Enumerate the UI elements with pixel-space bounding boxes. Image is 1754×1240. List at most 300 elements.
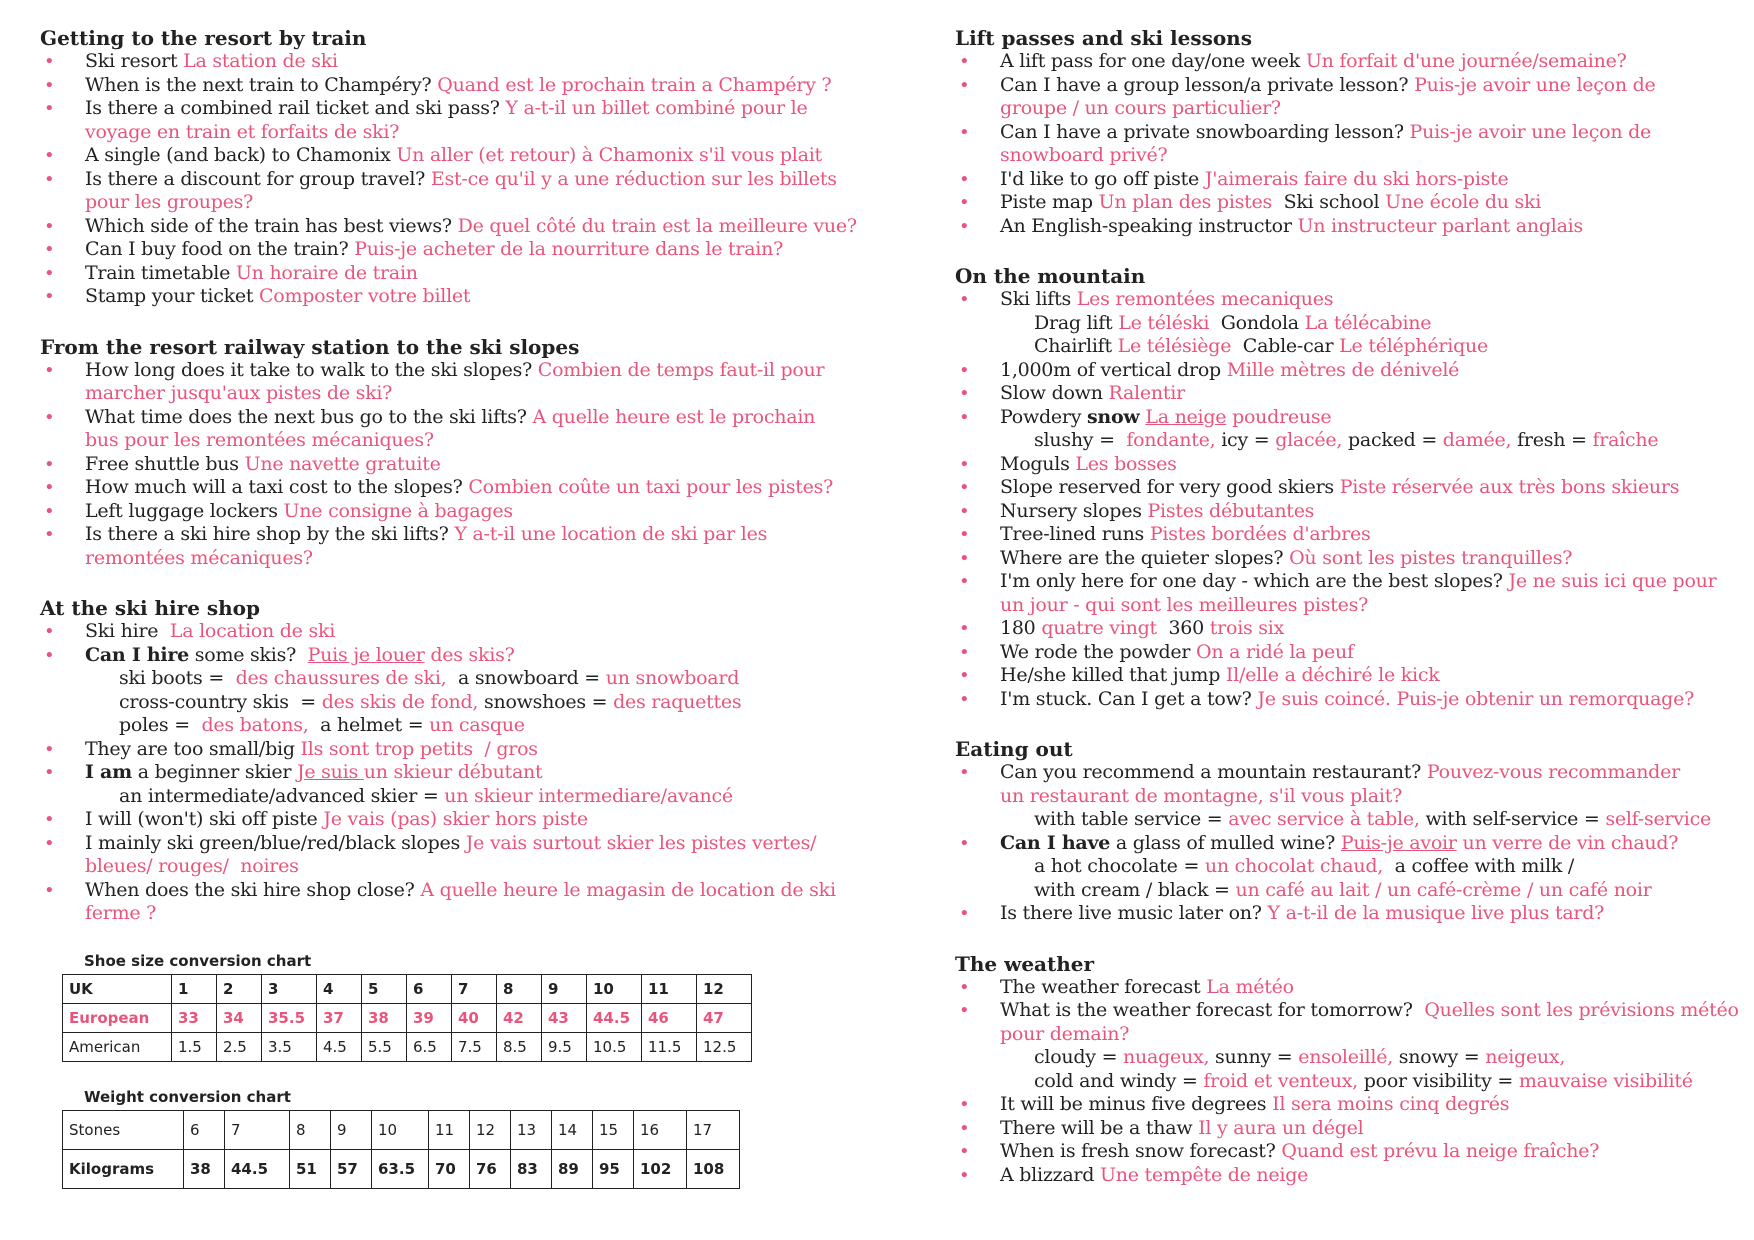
phrase-item <box>955 121 1745 145</box>
english-phrase: snow <box>1086 405 1140 428</box>
phrase-item <box>955 761 1745 785</box>
french-translation: un café au lait / un café-crème / un café noir <box>1235 878 1652 901</box>
french-translation: Y a-t-il un billet combiné pour le <box>505 97 808 119</box>
table-cell: 95 <box>593 1149 634 1188</box>
french-translation: Je suis coincé. Puis-je obtenir un remorquage? <box>1257 687 1695 710</box>
table-row <box>63 1149 740 1188</box>
section <box>40 335 880 571</box>
table-cell: 5.5 <box>362 1032 407 1061</box>
french-translation: un jour - qui sont les meilleures pistes? <box>1000 593 1369 616</box>
phrase-item <box>40 644 880 668</box>
french-translation: Le téléski <box>1118 311 1210 334</box>
english-phrase: Slope reserved for very good skiers <box>1000 476 1340 498</box>
table-cell: 10 <box>372 1110 429 1149</box>
english-phrase: a snowboard = <box>446 667 606 689</box>
french-translation: Les remontées mecaniques <box>1076 288 1334 310</box>
french-translation: des raquettes <box>613 690 742 713</box>
english-phrase: Is there live music later on? <box>1000 902 1268 924</box>
table-cell: 70 <box>429 1149 470 1188</box>
table-cell: 33 <box>172 1003 217 1032</box>
english-phrase: What is the weather forecast for tomorrow? <box>1000 999 1425 1021</box>
phrase-list <box>955 288 1745 711</box>
phrase-item <box>955 617 1745 641</box>
french-translation: un chocolat chaud, <box>1204 855 1384 877</box>
phrase-item <box>40 238 880 262</box>
english-phrase: Chairlift <box>1034 335 1118 357</box>
phrase-item <box>40 738 880 762</box>
english-phrase: 1,000m of vertical drop <box>1000 358 1227 381</box>
table-cell: 38 <box>362 1003 407 1032</box>
english-phrase: poles = <box>119 714 202 736</box>
table-cell: 11.5 <box>642 1032 697 1061</box>
english-phrase: An English-speaking instructor <box>1000 214 1298 237</box>
phrase-item <box>40 359 880 383</box>
table-cell: 17 <box>687 1110 740 1149</box>
table-cell: 7.5 <box>452 1032 497 1061</box>
french-translation: Une consigne à bagages <box>283 499 513 522</box>
french-translation: groupe / un cours particulier? <box>1000 97 1281 119</box>
french-translation: bleues/ rouges/ noires <box>85 855 299 877</box>
row-label: UK <box>63 974 172 1003</box>
french-translation: poudreuse <box>1226 405 1332 428</box>
table-cell: 13 <box>511 1110 552 1149</box>
table-cell: 11 <box>429 1110 470 1149</box>
french-translation: Le téléphérique <box>1339 335 1488 357</box>
english-phrase: a helmet = <box>308 714 430 736</box>
table-cell: 7 <box>452 974 497 1003</box>
phrase-continuation <box>40 785 880 809</box>
table-cell: 63.5 <box>372 1149 429 1188</box>
row-label: Stones <box>63 1110 184 1149</box>
english-phrase: Left luggage lockers <box>85 499 284 522</box>
weight-table <box>62 1110 740 1189</box>
french-translation: La location de ski <box>169 620 336 642</box>
table-cell: 6 <box>407 974 452 1003</box>
table-cell: 83 <box>511 1149 552 1188</box>
french-translation: Où sont les pistes tranquilles? <box>1289 546 1573 569</box>
phrase-item <box>955 1140 1745 1164</box>
table-cell: 47 <box>697 1003 752 1032</box>
french-translation: trois six <box>1209 617 1285 639</box>
english-phrase: a coffee with milk / <box>1383 855 1575 877</box>
french-translation: Je ne suis ici que pour <box>1508 570 1717 592</box>
phrase-item <box>955 215 1745 239</box>
phrase-item <box>955 74 1745 98</box>
french-translation: Pouvez-vous recommander <box>1426 761 1680 783</box>
french-translation: un casque <box>429 714 525 736</box>
french-translation: Puis-je avoir <box>1340 831 1457 854</box>
french-translation: Il/elle a déchiré le kick <box>1225 664 1440 686</box>
phrase-item <box>955 832 1745 856</box>
english-phrase: Moguls <box>1000 452 1076 475</box>
french-translation: Piste réservée aux très bons skieurs <box>1339 476 1680 498</box>
phrase-list <box>955 50 1745 238</box>
english-phrase: Stamp your ticket <box>85 285 260 307</box>
section-title: The weather <box>955 951 1095 976</box>
french-translation: un verre de vin chaud? <box>1456 831 1679 854</box>
english-phrase: When is the next train to Champéry? <box>85 73 438 96</box>
phrase-continuation <box>40 714 880 738</box>
section-title: Lift passes and ski lessons <box>955 26 1252 50</box>
french-translation: un skieur intermediare/avancé <box>444 784 733 807</box>
french-translation: des chaussures de ski, <box>235 667 447 689</box>
phrase-item <box>955 359 1745 383</box>
table-cell: 57 <box>331 1149 372 1188</box>
english-phrase: Can I hire <box>85 643 189 666</box>
english-phrase: a beginner skier <box>131 761 298 783</box>
table-cell: 15 <box>593 1110 634 1149</box>
section <box>955 264 1745 711</box>
phrase-item <box>40 144 880 168</box>
french-translation: Les bosses <box>1075 452 1177 475</box>
phrase-item <box>955 168 1745 192</box>
table-cell: 38 <box>184 1149 225 1188</box>
french-translation: La station de ski <box>183 50 338 72</box>
phrase-list <box>40 620 880 926</box>
english-phrase: Tree-lined runs <box>1000 523 1150 545</box>
phrase-item <box>40 285 880 309</box>
french-translation: A quelle heure le magasin de location de ski ferme ? <box>85 878 842 924</box>
phrase-continuation <box>40 547 880 571</box>
french-translation: Un forfait d'une journée/semaine? <box>1305 50 1627 72</box>
english-phrase: Powdery <box>1000 405 1087 428</box>
phrase-continuation <box>40 429 880 453</box>
table-cell: 6 <box>184 1110 225 1149</box>
english-phrase: snowy = <box>1393 1046 1486 1068</box>
table-cell: 12.5 <box>697 1032 752 1061</box>
french-translation: La télécabine <box>1304 311 1432 334</box>
french-translation: Puis-je avoir une leçon de <box>1414 73 1656 96</box>
phrase-item <box>955 641 1745 665</box>
phrase-item <box>40 523 880 547</box>
english-phrase: Free shuttle bus <box>85 452 245 475</box>
french-translation: Un aller (et retour) à Chamonix s'il vous plait <box>396 144 822 166</box>
phrase-continuation <box>40 667 880 691</box>
row-label: American <box>63 1032 172 1061</box>
table-cell: 10.5 <box>587 1032 642 1061</box>
table-cell: 46 <box>642 1003 697 1032</box>
french-translation: Le télésiège <box>1117 335 1232 357</box>
english-phrase: 180 <box>1000 617 1042 639</box>
english-phrase: There will be a thaw <box>1000 1116 1199 1139</box>
english-phrase: Is there a ski hire shop by the ski lifts? <box>85 523 455 545</box>
french-translation: marcher jusqu'aux pistes de ski? <box>85 382 393 404</box>
table-cell: 102 <box>634 1149 687 1188</box>
french-translation: mauvaise visibilité <box>1518 1069 1693 1092</box>
english-phrase: I'd like to go off piste <box>1000 167 1205 190</box>
table-cell: 14 <box>552 1110 593 1149</box>
phrase-item <box>955 570 1745 594</box>
phrase-item <box>40 476 880 500</box>
french-translation: neigeux, <box>1485 1046 1566 1068</box>
phrase-item <box>955 191 1745 215</box>
phrase-list <box>955 761 1745 926</box>
english-phrase: slushy = <box>1034 429 1127 451</box>
table-cell: 51 <box>290 1149 331 1188</box>
french-translation: bus pour les remontées mécaniques? <box>85 429 434 451</box>
french-translation: Mille mètres de dénivelé <box>1226 358 1460 381</box>
shoe-chart-title: Shoe size conversion chart <box>84 951 312 970</box>
phrase-item <box>40 74 880 98</box>
french-translation: J'aimerais faire du ski hors-piste <box>1204 167 1509 190</box>
english-phrase: sunny = <box>1209 1046 1299 1068</box>
table-cell: 8.5 <box>497 1032 542 1061</box>
french-translation: De quel côté du train est la meilleure vue? <box>457 214 857 237</box>
french-translation: des batons, <box>201 714 309 736</box>
table-cell: 76 <box>470 1149 511 1188</box>
english-phrase: packed = <box>1342 429 1443 451</box>
phrase-item <box>955 406 1745 430</box>
table-cell: 12 <box>697 974 752 1003</box>
section-title: From the resort railway station to the ski slopes <box>40 334 580 359</box>
english-phrase: Where are the quieter slopes? <box>1000 546 1290 569</box>
table-cell: 16 <box>634 1110 687 1149</box>
phrase-item <box>955 976 1745 1000</box>
phrase-continuation <box>955 855 1745 879</box>
table-cell: 40 <box>452 1003 497 1032</box>
french-translation: pour demain? <box>1000 1022 1130 1045</box>
phrase-item <box>955 1117 1745 1141</box>
phrase-item <box>955 1164 1745 1188</box>
english-phrase: I am <box>85 761 132 783</box>
english-phrase: with self-service = <box>1419 808 1606 830</box>
french-translation: Est-ce qu'il y a une réduction sur les billets <box>430 167 837 190</box>
phrase-continuation <box>955 808 1745 832</box>
table-cell: 108 <box>687 1149 740 1188</box>
phrase-list <box>40 359 880 571</box>
phrase-item <box>40 808 880 832</box>
english-phrase: some skis? <box>189 643 308 666</box>
english-phrase: Is there a discount for group travel? <box>85 167 431 190</box>
table-cell: 2.5 <box>217 1032 262 1061</box>
weight-chart <box>40 1088 880 1189</box>
phrase-continuation <box>955 1023 1745 1047</box>
english-phrase: Can you recommend a mountain restaurant? <box>1000 761 1427 783</box>
phrase-continuation <box>955 785 1745 809</box>
section <box>955 737 1745 926</box>
weight-chart-title: Weight conversion chart <box>84 1087 291 1106</box>
english-phrase: I mainly ski green/blue/red/black slopes <box>85 831 466 854</box>
english-phrase: Gondola <box>1209 311 1305 334</box>
phrase-continuation <box>955 1046 1745 1070</box>
french-translation: A quelle heure est le prochain <box>532 405 816 428</box>
table-cell: 11 <box>642 974 697 1003</box>
table-cell: 3.5 <box>262 1032 317 1061</box>
phrase-item <box>40 262 880 286</box>
phrase-continuation <box>955 594 1745 618</box>
table-cell: 9.5 <box>542 1032 587 1061</box>
english-phrase: with table service = <box>1034 808 1229 830</box>
row-label: European <box>63 1003 172 1032</box>
french-translation: damée, <box>1442 429 1512 451</box>
right-sections <box>955 26 1745 1187</box>
phrase-item <box>955 476 1745 500</box>
phrase-item <box>955 500 1745 524</box>
phrase-item <box>955 902 1745 926</box>
french-translation: Je vais (pas) skier hors piste <box>323 808 588 830</box>
table-cell: 6.5 <box>407 1032 452 1061</box>
french-translation: On a ridé la peuf <box>1196 640 1354 663</box>
french-translation: Je suis <box>297 761 364 783</box>
phrase-item <box>40 879 880 926</box>
english-phrase: Can I have <box>1000 831 1111 854</box>
phrase-continuation <box>40 191 880 215</box>
english-phrase: a glass of mulled wine? <box>1110 831 1341 854</box>
french-translation: froid et venteux, <box>1203 1069 1358 1092</box>
section <box>40 596 880 926</box>
french-translation: Une tempête de neige <box>1099 1163 1309 1186</box>
french-translation: Je vais surtout skier les pistes vertes/ <box>465 831 817 854</box>
english-phrase: Which side of the train has best views? <box>85 214 458 237</box>
french-translation: fraîche <box>1592 429 1659 451</box>
english-phrase: Can I have a private snowboarding lesson? <box>1000 120 1410 143</box>
english-phrase: We rode the powder <box>1000 640 1197 663</box>
french-translation: quatre vingt <box>1041 617 1157 639</box>
phrase-item <box>40 215 880 239</box>
french-translation: Pistes débutantes <box>1147 499 1315 522</box>
table-cell: 44.5 <box>587 1003 642 1032</box>
table-cell: 37 <box>317 1003 362 1032</box>
french-translation: Il sera moins cinq degrés <box>1272 1093 1510 1115</box>
phrase-item <box>40 97 880 121</box>
english-phrase: They are too small/big <box>85 737 301 760</box>
english-phrase: Is there a combined rail ticket and ski pass? <box>85 97 506 119</box>
english-phrase: A lift pass for one day/one week <box>1000 50 1306 72</box>
table-cell: 39 <box>407 1003 452 1032</box>
table-cell: 10 <box>587 974 642 1003</box>
french-translation: Il y aura un dégel <box>1198 1116 1364 1139</box>
english-phrase: 360 <box>1156 617 1210 639</box>
french-translation: self-service <box>1605 808 1711 830</box>
table-cell: 8 <box>497 974 542 1003</box>
french-translation: Quand est le prochain train a Champéry ? <box>437 73 832 96</box>
english-phrase: A single (and back) to Chamonix <box>85 144 397 166</box>
french-translation: La neige <box>1145 405 1227 428</box>
phrase-item <box>955 382 1745 406</box>
table-cell: 2 <box>217 974 262 1003</box>
phrase-item <box>955 664 1745 688</box>
french-translation: La météo <box>1206 975 1294 998</box>
french-translation: Un horaire de train <box>235 261 418 284</box>
right-column <box>955 26 1745 1213</box>
french-translation: Ils sont trop petits / gros <box>300 737 538 760</box>
table-cell: 34 <box>217 1003 262 1032</box>
french-translation: Une navette gratuite <box>244 452 441 475</box>
french-translation: glacée, <box>1275 429 1343 451</box>
english-phrase: Train timetable <box>85 261 236 284</box>
english-phrase: Piste map <box>1000 191 1099 213</box>
french-translation: nuageux, <box>1123 1046 1210 1068</box>
shoe-size-table <box>62 974 752 1062</box>
english-phrase: cross-country skis = <box>119 690 322 713</box>
phrase-continuation <box>955 144 1745 168</box>
phrase-continuation <box>955 97 1745 121</box>
phrase-item <box>40 453 880 477</box>
french-translation: Quand est prévu la neige fraîche? <box>1281 1140 1600 1162</box>
phrase-item <box>40 168 880 192</box>
french-translation: des skis? <box>424 643 515 666</box>
table-cell: 1 <box>172 974 217 1003</box>
phrase-continuation <box>955 312 1745 336</box>
french-translation: snowboard privé? <box>1000 144 1168 166</box>
phrase-continuation <box>955 335 1745 359</box>
phrase-list <box>955 976 1745 1188</box>
french-translation: Un instructeur parlant anglais <box>1297 214 1583 237</box>
phrase-item <box>955 1093 1745 1117</box>
phrase-item <box>40 50 880 74</box>
french-translation: Composter votre billet <box>259 285 471 307</box>
french-translation: pour les groupes? <box>85 191 254 213</box>
french-translation: Y a-t-il de la musique live plus tard? <box>1267 902 1605 924</box>
english-phrase: Cable-car <box>1231 335 1340 357</box>
phrase-item <box>40 500 880 524</box>
section-title: Eating out <box>955 737 1073 761</box>
shoe-size-chart <box>40 952 880 1062</box>
phrase-item <box>955 523 1745 547</box>
phrase-item <box>955 688 1745 712</box>
phrase-item <box>40 761 880 785</box>
english-phrase: What time does the next bus go to the ski lifts? <box>85 405 533 428</box>
section <box>955 952 1745 1188</box>
phrase-continuation <box>955 1070 1745 1094</box>
table-row <box>63 1032 752 1061</box>
table-cell: 12 <box>470 1110 511 1149</box>
phrase-continuation <box>40 691 880 715</box>
english-phrase: When is fresh snow forecast? <box>1000 1140 1282 1162</box>
phrase-item <box>955 288 1745 312</box>
english-phrase: Nursery slopes <box>1000 499 1148 522</box>
french-translation: Quelles sont les prévisions météo <box>1424 999 1739 1021</box>
table-cell: 35.5 <box>262 1003 317 1032</box>
french-translation: un restaurant de montagne, s'il vous plait? <box>1000 784 1403 807</box>
english-phrase: How much will a taxi cost to the slopes? <box>85 476 469 498</box>
phrase-continuation <box>40 855 880 879</box>
table-row <box>63 1003 752 1032</box>
left-column <box>40 26 880 1215</box>
phrase-continuation <box>955 429 1745 453</box>
phrase-continuation <box>40 121 880 145</box>
english-phrase: Slow down <box>1000 382 1109 404</box>
french-translation: voyage en train et forfaits de ski? <box>85 120 400 143</box>
english-phrase: a hot chocolate = <box>1034 855 1205 877</box>
french-translation: un snowboard <box>605 667 740 689</box>
phrase-continuation <box>40 382 880 406</box>
english-phrase: ski boots = <box>119 667 236 689</box>
phrase-item <box>40 406 880 430</box>
phrase-item <box>955 999 1745 1023</box>
row-label: Kilograms <box>63 1149 184 1188</box>
english-phrase: How long does it take to walk to the ski slopes? <box>85 358 538 381</box>
section <box>40 26 880 309</box>
table-cell: 89 <box>552 1149 593 1188</box>
phrase-item <box>955 547 1745 571</box>
phrase-item <box>40 620 880 644</box>
english-phrase: It will be minus five degrees <box>1000 1093 1273 1115</box>
phrase-continuation <box>955 879 1745 903</box>
table-cell: 1.5 <box>172 1032 217 1061</box>
french-translation: Puis-je acheter de la nourriture dans le train? <box>354 238 784 260</box>
french-translation: avec service à table, <box>1228 808 1420 830</box>
french-translation: Une école du ski <box>1385 191 1542 213</box>
english-phrase: cloudy = <box>1034 1046 1124 1068</box>
table-cell: 9 <box>331 1110 372 1149</box>
phrase-item <box>955 453 1745 477</box>
french-translation: remontées mécaniques? <box>85 546 313 569</box>
phrase-item <box>40 832 880 856</box>
english-phrase: poor visibility = <box>1357 1069 1519 1092</box>
english-phrase: Ski hire <box>85 620 170 642</box>
english-phrase: an intermediate/advanced skier = <box>119 784 445 807</box>
